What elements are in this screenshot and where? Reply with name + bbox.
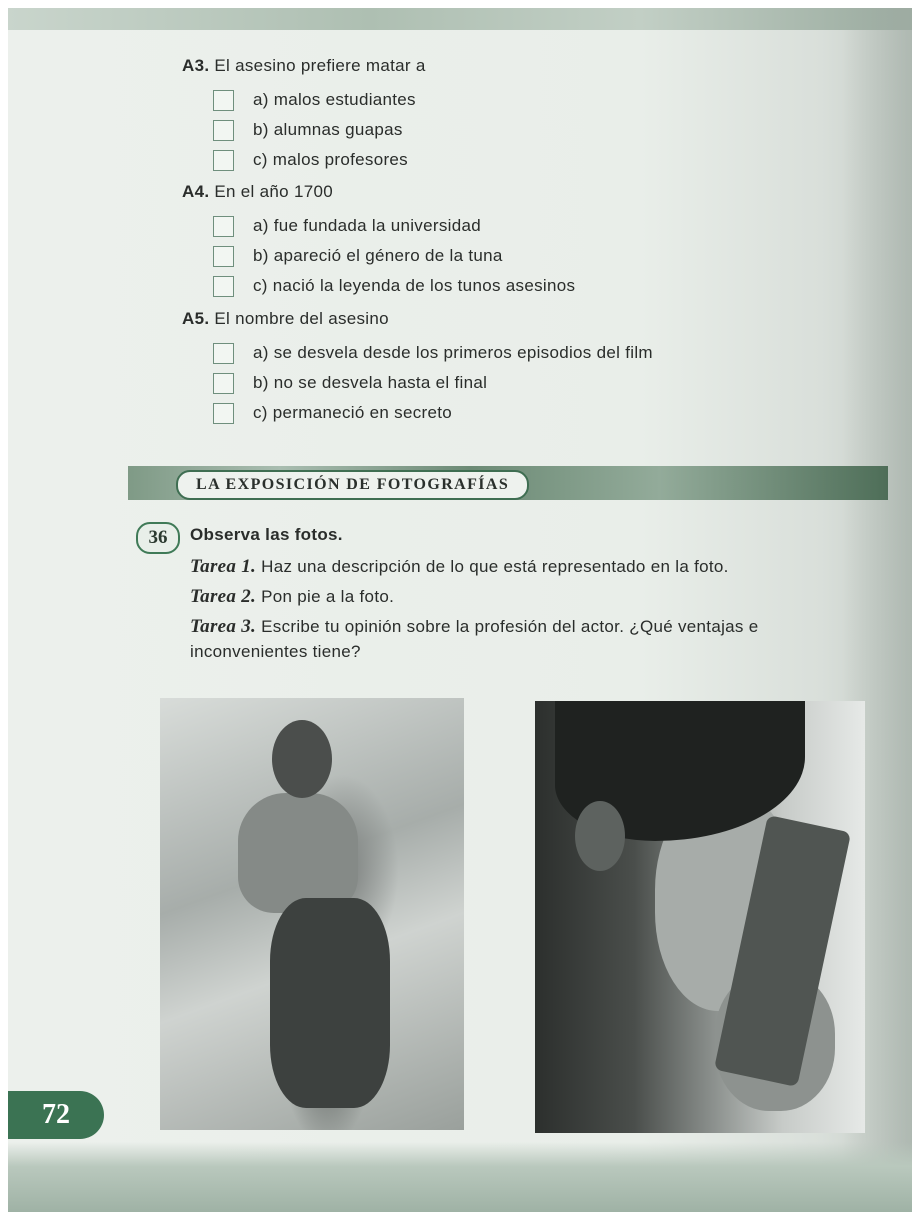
- option-text: b) alumnas guapas: [253, 120, 403, 139]
- option-a4-b[interactable]: [213, 244, 503, 268]
- option-a5-a[interactable]: [213, 341, 653, 365]
- option-text: c) permaneció en secreto: [253, 403, 453, 422]
- question-label: A5.: [182, 309, 210, 328]
- checkbox[interactable]: [213, 120, 234, 141]
- option-text: a) malos estudiantes: [253, 90, 416, 109]
- tarea-label: Tarea 2.: [190, 586, 257, 607]
- photo-figure-torso: [238, 793, 358, 913]
- option-a3-b[interactable]: [213, 118, 403, 142]
- photo-actor-with-pistol: [535, 701, 865, 1133]
- tarea-3-continuation: inconvenientes tiene?: [190, 642, 361, 661]
- checkbox[interactable]: [213, 90, 234, 111]
- photo-figure-legs: [270, 898, 390, 1108]
- option-a4-a[interactable]: [213, 214, 481, 238]
- page-number: 72: [8, 1091, 104, 1139]
- tarea-text: Escribe tu opinión sobre la profesión del actor. ¿Qué ventajas e: [261, 617, 759, 636]
- tarea-3: [190, 616, 759, 638]
- section-title: LA EXPOSICIÓN DE FOTOGRAFÍAS: [176, 470, 529, 500]
- option-text: b) no se desvela hasta el final: [253, 373, 488, 392]
- checkbox[interactable]: [213, 216, 234, 237]
- option-a4-c[interactable]: [213, 274, 575, 298]
- option-text: a) fue fundada la universidad: [253, 216, 481, 235]
- top-decorative-strip: [8, 8, 912, 30]
- exercise-number-badge: 36: [136, 522, 180, 554]
- question-label: A3.: [182, 56, 210, 75]
- photo-action-actor: [160, 698, 464, 1130]
- tarea-label: Tarea 1.: [190, 556, 257, 577]
- option-text: c) malos profesores: [253, 150, 408, 169]
- option-a5-b[interactable]: [213, 371, 487, 395]
- exercise-title: Observa las fotos.: [190, 525, 343, 544]
- option-text: c) nació la leyenda de los tunos asesinos: [253, 276, 576, 295]
- question-a3: [182, 56, 426, 76]
- option-a3-a[interactable]: [213, 88, 416, 112]
- question-text: El asesino prefiere matar a: [214, 56, 426, 75]
- tarea-label: Tarea 3.: [190, 616, 257, 637]
- photo-figure-head: [272, 720, 332, 798]
- option-text: a) se desvela desde los primeros episodios del film: [253, 343, 653, 362]
- photo-ear: [575, 801, 625, 871]
- checkbox[interactable]: [213, 403, 234, 424]
- tarea-text: Pon pie a la foto.: [261, 587, 395, 606]
- checkbox[interactable]: [213, 343, 234, 364]
- tarea-1: [190, 556, 729, 578]
- bottom-decorative-strip: [8, 1142, 912, 1212]
- question-a5: [182, 309, 389, 329]
- tarea-text: Haz una descripción de lo que está representado en la foto.: [261, 557, 729, 576]
- option-a5-c[interactable]: [213, 401, 452, 425]
- checkbox[interactable]: [213, 373, 234, 394]
- textbook-page: [8, 8, 912, 1212]
- tarea-2: [190, 586, 394, 608]
- option-a3-c[interactable]: [213, 148, 408, 172]
- question-label: A4.: [182, 182, 210, 201]
- checkbox[interactable]: [213, 150, 234, 171]
- checkbox[interactable]: [213, 246, 234, 267]
- question-a4: [182, 182, 333, 202]
- checkbox[interactable]: [213, 276, 234, 297]
- question-text: El nombre del asesino: [214, 309, 389, 328]
- question-text: En el año 1700: [214, 182, 333, 201]
- option-text: b) apareció el género de la tuna: [253, 246, 503, 265]
